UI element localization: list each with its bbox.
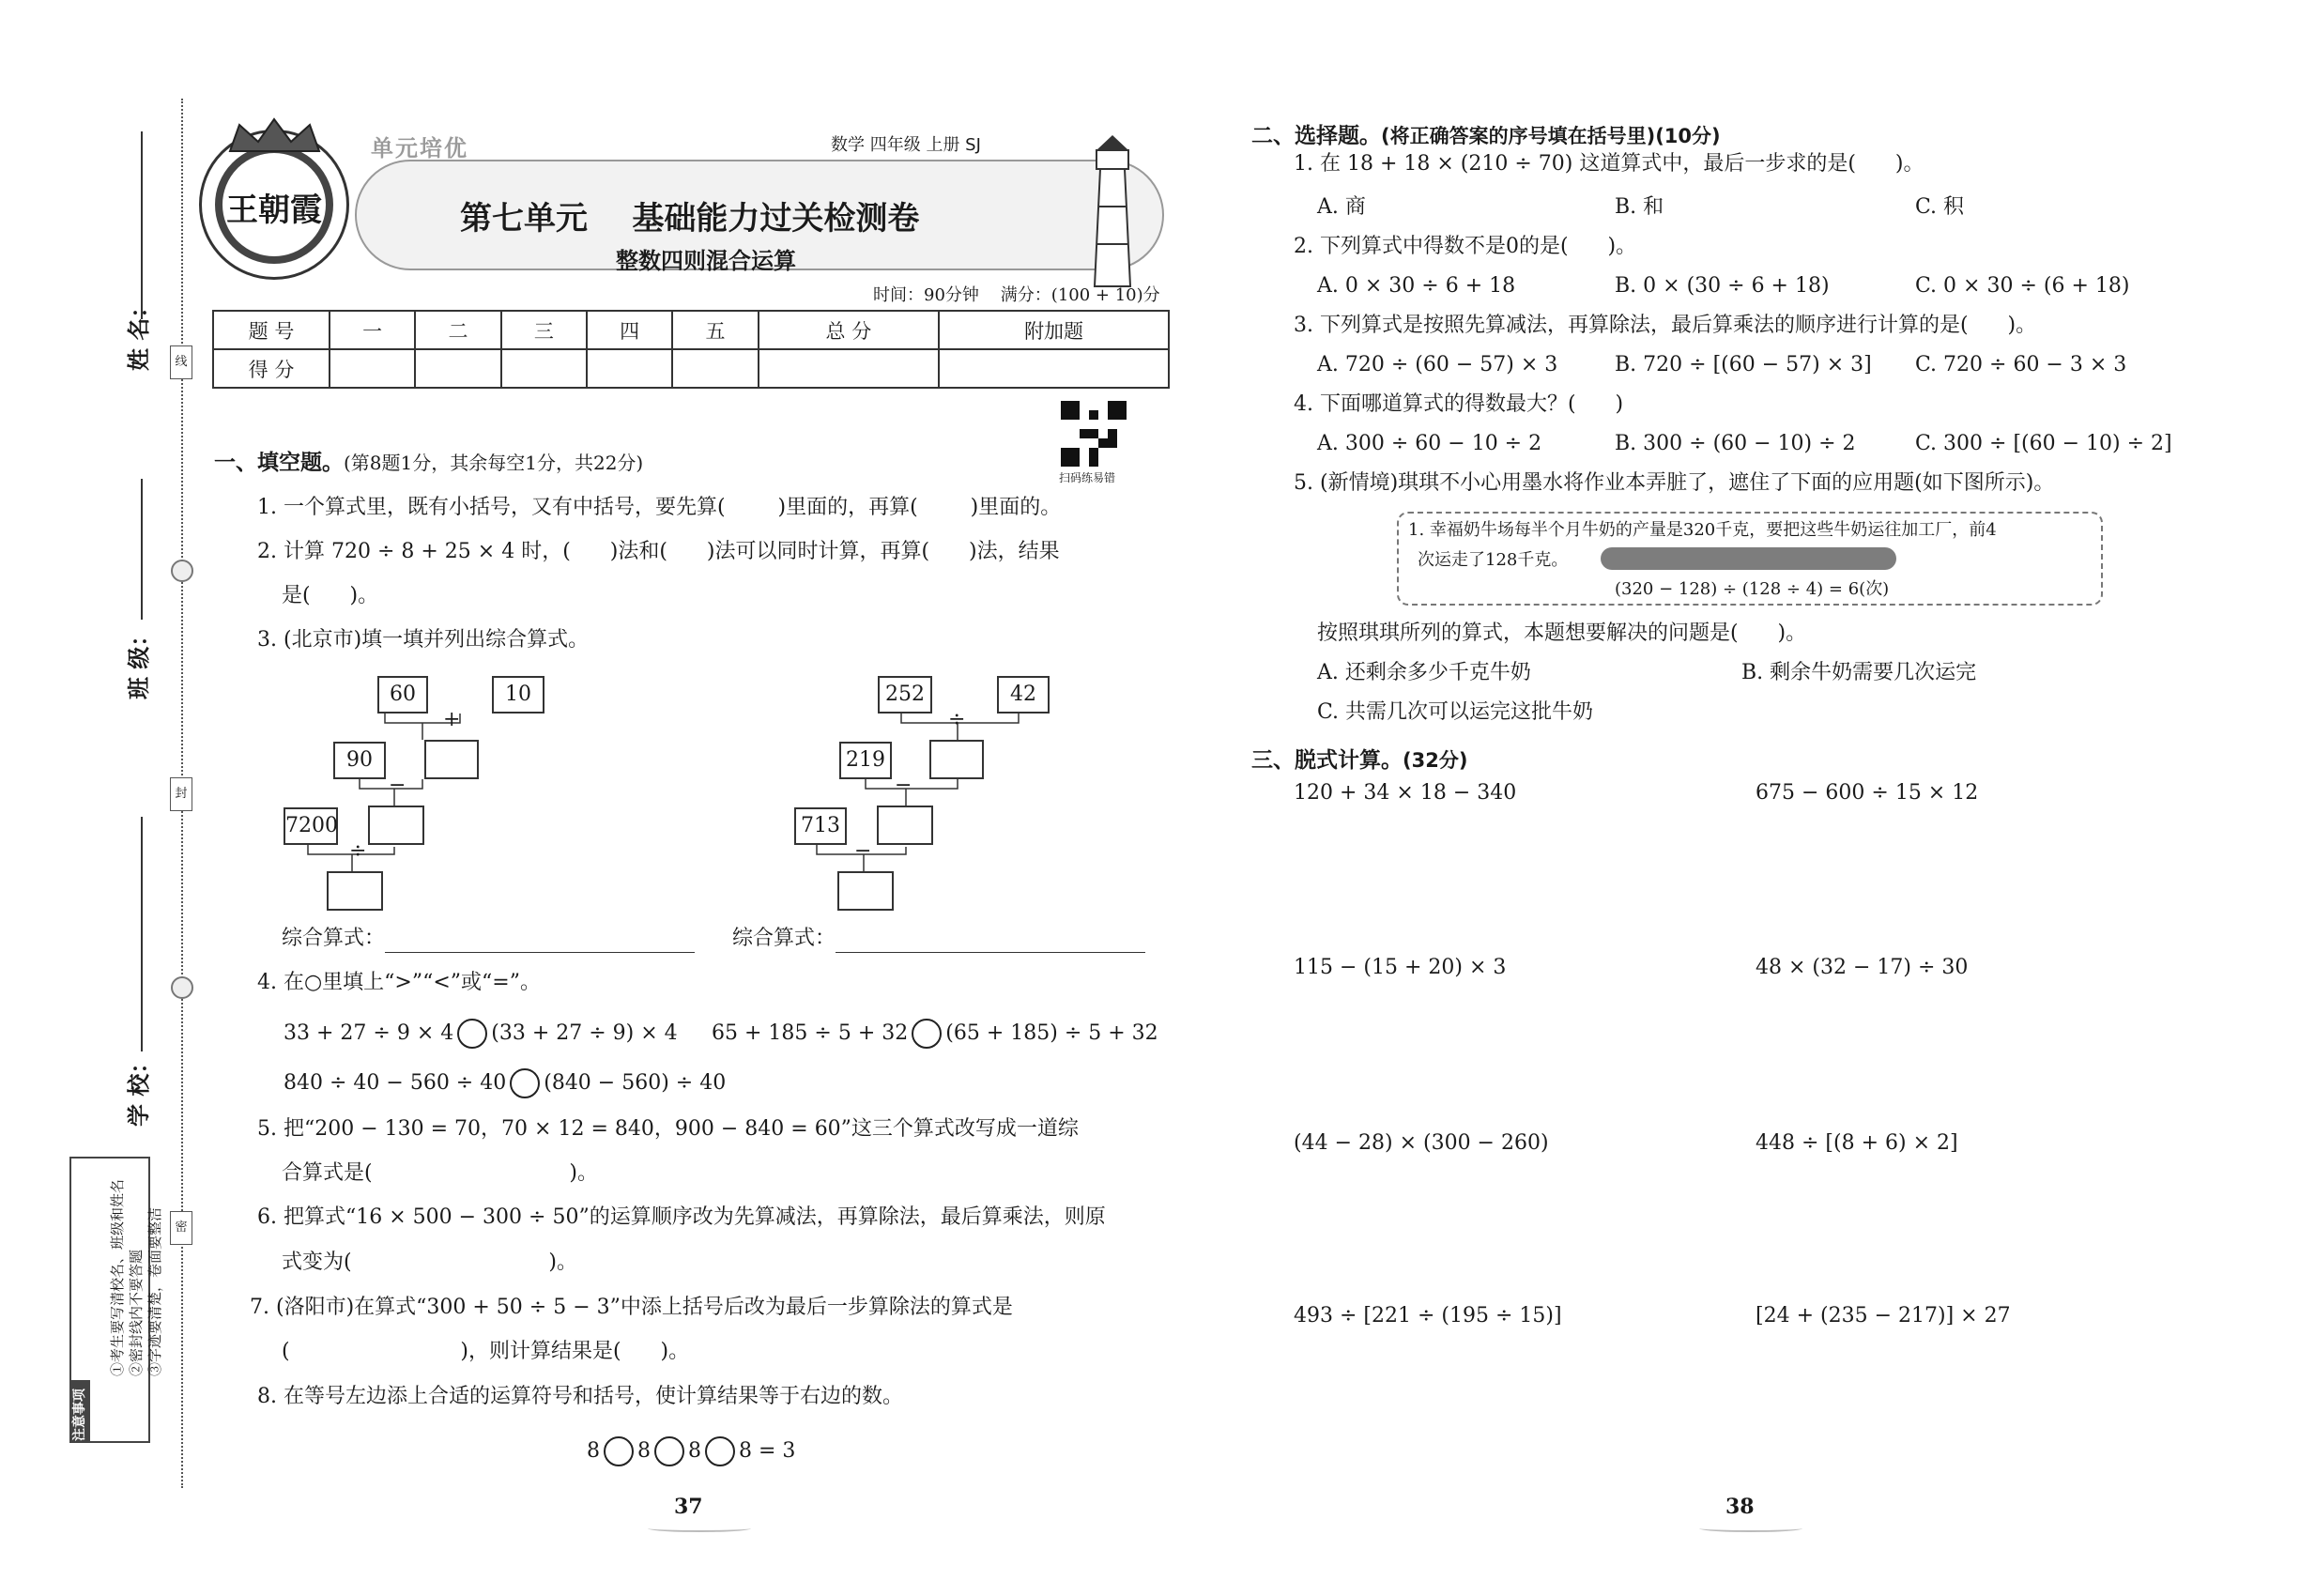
score-input[interactable] [415, 349, 500, 388]
score-cell: 题 号 [213, 311, 330, 349]
score-cell: 三 [501, 311, 587, 349]
notice-title: 注意事项 [72, 1389, 87, 1441]
subject-meta: 数学 四年级 上册 SJ [831, 135, 981, 155]
tree2-blank-2[interactable] [877, 806, 933, 845]
fill-q7-line2: ( )，则计算结果是( )。 [282, 1340, 690, 1363]
binding-ornament-icon [171, 976, 193, 999]
compare-row-2 [712, 1019, 1158, 1049]
choice-q2: 2. 下列算式中得数不是0的是( )。 [1294, 235, 1637, 258]
fill-q5-line2: 合算式是( )。 [282, 1161, 598, 1185]
section2-heading [1251, 122, 1721, 150]
page-number-right-swoosh [1699, 1525, 1802, 1532]
qr-caption: 扫码练易错 [1059, 471, 1116, 484]
score-cell: 得 分 [213, 349, 330, 388]
tree2-op2: − [895, 774, 912, 797]
score-input[interactable] [501, 349, 587, 388]
score-cell: 附加题 [939, 311, 1169, 349]
compare-row-1 [284, 1019, 678, 1049]
fill-q4: 4. 在○里填上“>”“<”或“=”。 [257, 971, 541, 994]
tree1-node-b: 10 [492, 676, 544, 714]
calc-item-8: [24 + (235 − 217)] × 27 [1756, 1304, 2011, 1327]
choice-q3-b[interactable]: B. 720 ÷ [(60 − 57) × 3] [1615, 353, 1872, 376]
card-line-1: 1. 幸福奶牛场每半个月牛奶的产量是320千克，要把这些牛奶运往加工厂，前4 [1408, 520, 1997, 540]
compare-row-3 [284, 1068, 726, 1098]
page-number-left-swoosh [648, 1525, 751, 1532]
tree1-blank-1[interactable] [424, 740, 479, 779]
fill-q8-expression [587, 1436, 795, 1466]
section1-heading [214, 449, 643, 477]
qr-code-icon [1061, 401, 1127, 467]
fill-q6-line2: 式变为( )。 [282, 1251, 577, 1274]
name-field-line[interactable] [141, 131, 143, 319]
section3-heading [1251, 746, 1467, 775]
calc-item-1: 120 + 34 × 18 − 340 [1294, 781, 1517, 805]
page-number-right: 38 [1725, 1495, 1755, 1519]
score-input[interactable] [939, 349, 1169, 388]
score-input[interactable] [330, 349, 415, 388]
score-table-header-row [213, 311, 1169, 349]
tree2-op1: ÷ [948, 708, 966, 731]
tree1-node-a: 60 [377, 676, 428, 714]
score-input[interactable] [672, 349, 758, 388]
tree2-node-c: 219 [839, 742, 892, 779]
choice-q4: 4. 下面哪道算式的得数最大？( ) [1294, 392, 1624, 416]
score-input[interactable] [759, 349, 940, 388]
tree1-op2: − [389, 774, 406, 797]
fill-q8: 8. 在等号左边添上合适的运算符号和括号，使计算结果等于右边的数。 [257, 1385, 903, 1408]
choice-q1-a[interactable]: A. 商 [1317, 195, 1366, 219]
page-title: 第七单元 基础能力过关检测卷 [460, 200, 920, 238]
compare-circle-1[interactable] [457, 1019, 487, 1049]
name-label: 姓 名： [126, 295, 152, 371]
fill-q5-line1: 5. 把“200 − 130 = 70，70 × 12 = 840，900 − 840 = 60”这三个算式改写成一道综 [257, 1117, 1079, 1141]
choice-q5-b[interactable]: B. 剩余牛奶需要几次运完 [1741, 661, 1977, 684]
section2-title: 二、选择题。 [1251, 124, 1381, 148]
q8-circle-3[interactable] [705, 1436, 735, 1466]
brand-label: 单元培优 [371, 135, 468, 161]
card-line-2: 次运走了128千克。 [1418, 550, 1569, 570]
logo-text: 王朝霞 [226, 192, 322, 229]
ink-stain [1601, 547, 1896, 570]
section2-note: (将正确答案的序号填在括号里)(10分) [1381, 125, 1721, 147]
choice-q2-a[interactable]: A. 0 × 30 ÷ 6 + 18 [1317, 274, 1516, 298]
q8-num-3: 8 [688, 1439, 701, 1463]
combo-answer-1[interactable] [385, 929, 695, 953]
choice-q5-c[interactable]: C. 共需几次可以运完这批牛奶 [1317, 700, 1594, 724]
choice-q5: 5. (新情境)琪琪不小心用墨水将作业本弄脏了，遮住了下面的应用题(如下图所示)。 [1294, 471, 2055, 495]
section3-note: (32分) [1403, 749, 1468, 772]
combo-formula-1 [282, 925, 695, 953]
fill-q3: 3. (北京市)填一填并列出综合算式。 [257, 628, 590, 652]
tree1-node-c: 90 [333, 742, 386, 779]
page-subtitle: 整数四则混合运算 [616, 248, 796, 274]
section1-note: (第8题1分，其余每空1分，共22分) [344, 452, 644, 474]
compare-right-3: (840 − 560) ÷ 40 [544, 1071, 727, 1095]
tree1-op3: ÷ [349, 839, 367, 863]
fill-q2-line2: 是( )。 [282, 584, 379, 607]
tree2-op3: − [854, 839, 872, 863]
card-formula: (320 − 128) ÷ (128 ÷ 4) = 6(次) [1615, 579, 1890, 599]
school-label: 学 校： [126, 1051, 152, 1127]
fill-q2-line1: 2. 计算 720 ÷ 8 + 25 × 4 时，( )法和( )法可以同时计算，再算( )法，结果 [257, 540, 1060, 563]
class-field-line[interactable] [141, 479, 143, 620]
choice-q3-c[interactable]: C. 720 ÷ 60 − 3 × 3 [1915, 353, 2127, 376]
q8-num-2: 8 [637, 1439, 651, 1463]
compare-left-2: 65 + 185 ÷ 5 + 32 [712, 1021, 909, 1045]
choice-q5-question: 按照琪琪所列的算式，本题想要解决的问题是( )。 [1317, 622, 1807, 645]
tree2-node-d: 713 [794, 807, 847, 845]
tree1-blank-3[interactable] [327, 871, 383, 911]
notice-item-3: ③字迹要清楚，卷面要整洁 [146, 1206, 163, 1376]
calc-item-5: (44 − 28) × (300 − 260) [1294, 1131, 1549, 1155]
choice-q1-c[interactable]: C. 积 [1915, 195, 1965, 219]
calc-item-2: 675 − 600 ÷ 15 × 12 [1756, 781, 1979, 805]
choice-q2-b[interactable]: B. 0 × (30 ÷ 6 + 18) [1615, 274, 1830, 298]
tree2-blank-1[interactable] [929, 740, 984, 779]
combo-label-2: 综合算式： [732, 927, 836, 950]
compare-right-1: (33 + 27 ÷ 9) × 4 [491, 1021, 678, 1045]
tree2-blank-3[interactable] [837, 871, 894, 911]
score-table [212, 310, 1170, 389]
score-table-score-row [213, 349, 1169, 388]
section1-title: 一、填空题。 [214, 451, 344, 475]
compare-circle-2[interactable] [912, 1019, 942, 1049]
tree1-op1: + [443, 708, 461, 731]
choice-q4-a[interactable]: A. 300 ÷ 60 − 10 ÷ 2 [1317, 432, 1542, 455]
calc-item-4: 48 × (32 − 17) ÷ 30 [1756, 956, 1969, 979]
lighthouse-icon [1080, 131, 1145, 291]
tree2-node-b: 42 [997, 676, 1050, 714]
calc-item-3: 115 − (15 + 20) × 3 [1294, 956, 1507, 979]
time-info: 时间：90分钟 满分：(100 + 10)分 [873, 285, 1160, 305]
tree1-node-d: 7200 [284, 807, 338, 845]
page-number-left: 37 [674, 1495, 703, 1519]
compare-circle-3[interactable] [510, 1068, 540, 1098]
choice-q1: 1. 在 18 + 18 × (210 ÷ 70) 这道算式中，最后一步求的是( )。 [1294, 152, 1924, 176]
fill-q6-line1: 6. 把算式“16 × 500 − 300 ÷ 50”的运算顺序改为先算减法，再算除法，最后算乘法，则原 [257, 1205, 1106, 1229]
section3-title: 三、脱式计算。 [1251, 748, 1403, 773]
fill-q7-line1: 7. (洛阳市)在算式“300 + 50 ÷ 5 − 3”中添上括号后改为最后一步算除法的算式是 [250, 1296, 1013, 1319]
choice-q4-b[interactable]: B. 300 ÷ (60 − 10) ÷ 2 [1615, 432, 1856, 455]
calc-item-7: 493 ÷ [221 ÷ (195 ÷ 15)] [1294, 1304, 1562, 1327]
binding-ornament-icon [171, 560, 193, 582]
choice-q4-c[interactable]: C. 300 ÷ [(60 − 10) ÷ 2] [1915, 432, 2172, 455]
seal-char-xian: 线 [170, 345, 192, 379]
q8-circle-2[interactable] [654, 1436, 684, 1466]
combo-answer-2[interactable] [836, 929, 1145, 953]
choice-q3: 3. 下列算式是按照先算减法，再算除法，最后算乘法的顺序进行计算的是( )。 [1294, 314, 2037, 337]
class-label: 班 级： [126, 623, 152, 699]
combo-formula-2 [732, 925, 1145, 953]
score-cell: 一 [330, 311, 415, 349]
choice-q5-a[interactable]: A. 还剩余多少千克牛奶 [1317, 661, 1531, 684]
q8-circle-1[interactable] [604, 1436, 634, 1466]
choice-q2-c[interactable]: C. 0 × 30 ÷ (6 + 18) [1915, 274, 2130, 298]
seal-char-mi: 密 [170, 1211, 192, 1245]
compare-right-2: (65 + 185) ÷ 5 + 32 [945, 1021, 1158, 1045]
score-cell: 二 [415, 311, 500, 349]
score-cell: 五 [672, 311, 758, 349]
score-cell: 四 [587, 311, 672, 349]
combo-label-1: 综合算式： [282, 927, 386, 950]
tree2-node-a: 252 [878, 676, 932, 714]
compare-left-3: 840 ÷ 40 − 560 ÷ 40 [284, 1071, 507, 1095]
score-input[interactable] [587, 349, 672, 388]
fill-q1: 1. 一个算式里，既有小括号，又有中括号，要先算( )里面的，再算( )里面的。 [257, 496, 1062, 519]
notice-item-2: ②密封线内不要答题 [128, 1249, 145, 1376]
q8-num-4: 8 = 3 [739, 1439, 796, 1463]
seal-char-feng: 封 [170, 777, 192, 811]
score-cell: 总 分 [759, 311, 940, 349]
compare-left-1: 33 + 27 ÷ 9 × 4 [284, 1021, 454, 1045]
calc-item-6: 448 ÷ [(8 + 6) × 2] [1756, 1131, 1958, 1155]
crown-icon [225, 117, 324, 155]
school-field-line[interactable] [141, 817, 143, 1051]
q8-num-1: 8 [587, 1439, 600, 1463]
choice-q1-b[interactable]: B. 和 [1615, 195, 1664, 219]
tree1-blank-2[interactable] [368, 806, 424, 845]
choice-q3-a[interactable]: A. 720 ÷ (60 − 57) × 3 [1317, 353, 1558, 376]
notice-item-1: ①考生要写清校名、班级和姓名 [109, 1178, 126, 1376]
